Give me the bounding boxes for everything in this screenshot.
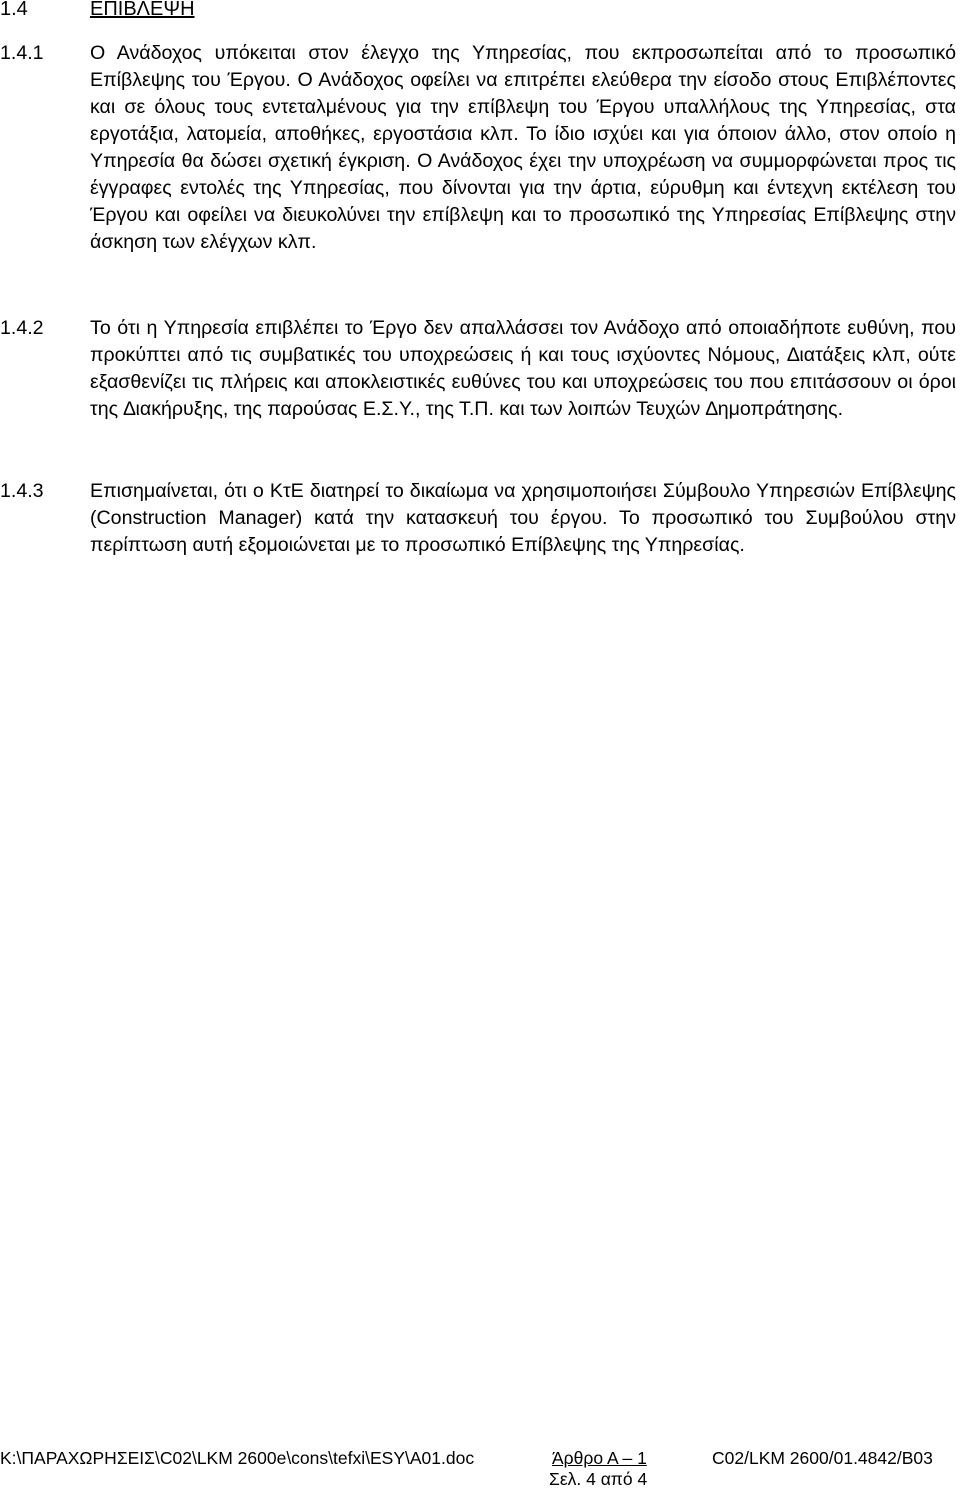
footer-article: Άρθρο Α – 1 (552, 1448, 647, 1468)
paragraph-number: 1.4.1 (0, 42, 44, 64)
footer-document-code: C02/LKM 2600/01.4842/B03 (712, 1448, 933, 1468)
paragraph-text: Ο Ανάδοχος υπόκειται στον έλεγχο της Υπηρεσίας, που εκπροσωπείται από το προσωπικό Επίβλεψης του Έργου. Ο Ανάδοχος οφείλει να επιτρέπει ελεύθερα την είσοδο στους Επιβλέποντες και σε όλους τους εντεταλμένους για την επίβλεψη του Έργου υπαλλήλους της Υπηρεσίας, στα εργοτάξια, λατομεία, αποθήκες, εργοστάσια κλπ. Το ίδιο ισχύει και για όποιον άλλο, στον οποίο η Υπηρεσία θα δώσει σχετική έγκριση. Ο Ανάδοχος έχει την υποχρέωση να συμμορφώνεται προς τις έγγραφες εντολές της Υπηρεσίας, που δίνονται για την άρτια, εύρυθμη και έντεχνη εκτέλεση του Έργου και οφείλει να διευκολύνει την επίβλεψη και το προσωπικό της Υπηρεσίας Επίβλεψης στην άσκηση των ελέγχων κλπ. (90, 42, 956, 253)
page-footer (0, 1443, 956, 1487)
section-heading (0, 0, 195, 22)
paragraph-1-4-2 (0, 315, 956, 423)
paragraph-1-4-3 (0, 478, 956, 559)
section-number: 1.4 (0, 0, 28, 20)
paragraph-number: 1.4.3 (0, 480, 44, 502)
footer-file-path: K:\ΠΑΡΑΧΩΡΗΣΕΙΣ\C02\LKM 2600e\cons\tefxi\ESY\A01.doc (0, 1448, 475, 1468)
paragraph-text: Το ότι η Υπηρεσία επιβλέπει το Έργο δεν απαλλάσσει τον Ανάδοχο από οποιαδήποτε ευθύνη, που προκύπτει από τις συμβατικές του υποχρεώσεις ή και τους ισχύοντες Νόμους, ∆ιατάξεις κλπ, ούτε εξασθενίζει τις πλήρεις και αποκλειστικές ευθύνες του και υποχρεώσεις του που επιτάσσουν οι όροι της ∆ιακήρυξης, της παρούσας Ε.Σ.Υ., της Τ.Π. και των λοιπών Τευχών ∆ημοπράτησης. (90, 317, 956, 420)
paragraph-1-4-1 (0, 40, 956, 256)
footer-page-info: Σελ. 4 από 4 (549, 1469, 648, 1489)
paragraph-text: Επισημαίνεται, ότι ο ΚτΕ διατηρεί το δικαίωμα να χρησιμοποιήσει Σύμβουλο Υπηρεσιών Επίβλεψης (Construction Manager) κατά την κατασκευή του έργου. Το προσωπικό του Συμβούλου στην περίπτωση αυτή εξομοιώνεται με το προσωπικό Επίβλεψης της Υπηρεσίας. (90, 480, 956, 556)
paragraph-number: 1.4.2 (0, 317, 44, 339)
section-title: ΕΠΙΒΛΕΨΗ (90, 0, 195, 20)
